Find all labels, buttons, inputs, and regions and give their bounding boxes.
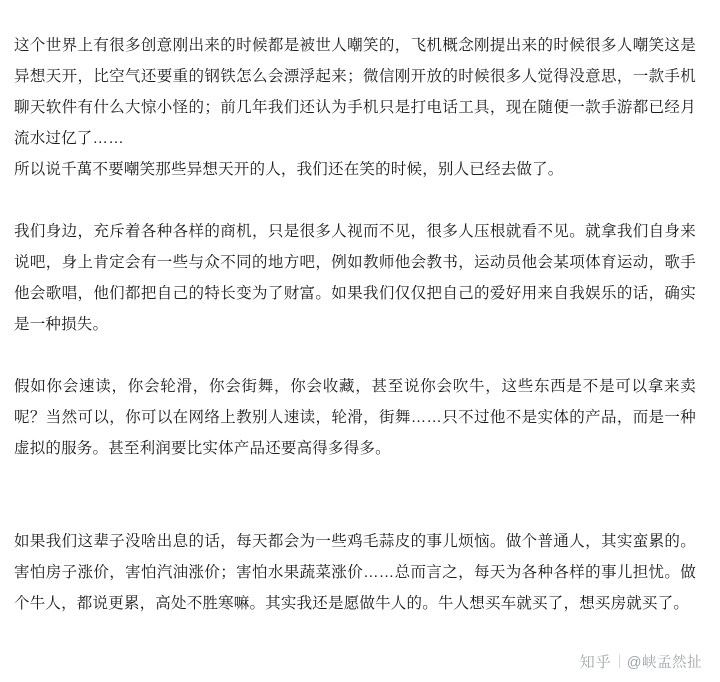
paragraph-spacer-2 — [14, 340, 696, 371]
paragraph-1: 这个世界上有很多创意刚出来的时候都是被世人嘲笑的，飞机概念刚提出来的时候很多人嘲笑这是异想天开，比空气还要重的钢铁怎么会漂浮起来；微信刚开放的时候很多人觉得没意思，一款手机聊天软件有什么大惊小怪的；前几年我们还认为手机只是打电话工具，现在随便一款手游都已经月流水过亿了…… — [14, 37, 696, 147]
watermark — [580, 651, 702, 672]
zhihu-logo: 知乎 — [579, 654, 612, 671]
paragraph-spacer-4 — [14, 495, 696, 526]
paragraph-2: 所以说千萬不要嘲笑那些异想天开的人，我们还在笑的时候，别人已经去做了。 — [14, 161, 564, 178]
paragraph-5: 如果我们这辈子没啥出息的话，每天都会为一些鸡毛蒜皮的事儿烦恼。做个普通人，其实蛮累的。害怕房子涨价，害怕汽油涨价；害怕水果蔬菜涨价……总而言之，每天为各种各样的事儿担忧。做个牛人，都说更累，高处不胜寒嘛。其实我还是愿做牛人的。牛人想买车就买了，想买房就买了。 — [14, 533, 696, 612]
paragraph-4: 假如你会速读，你会轮滑，你会街舞，你会收藏，甚至说你会吹牛，这些东西是不是可以拿来卖呢？当然可以，你可以在网络上教别人速读，轮滑，街舞……只不过他不是实体的产品，而是一种虚拟的服务。甚至利润要比实体产品还要高得多得多。 — [14, 378, 696, 457]
watermark-footer — [0, 640, 720, 682]
watermark-divider — [619, 654, 620, 668]
article-body — [14, 30, 696, 619]
watermark-username: @峡孟然扯 — [626, 654, 702, 671]
paragraph-3: 我们身边，充斥着各种各样的商机，只是很多人视而不见，很多人压根就看不见。就拿我们自身来说吧，身上肯定会有一些与众不同的地方吧，例如教师他会教书，运动员他会某项体育运动，歌手他会歌唱，他们都把自己的特长变为了财富。如果我们仅仅把自己的爱好用来自我娱乐的话，确实是一种损失。 — [14, 223, 696, 333]
paragraph-spacer-1 — [14, 185, 696, 216]
paragraph-spacer-3 — [14, 464, 696, 495]
